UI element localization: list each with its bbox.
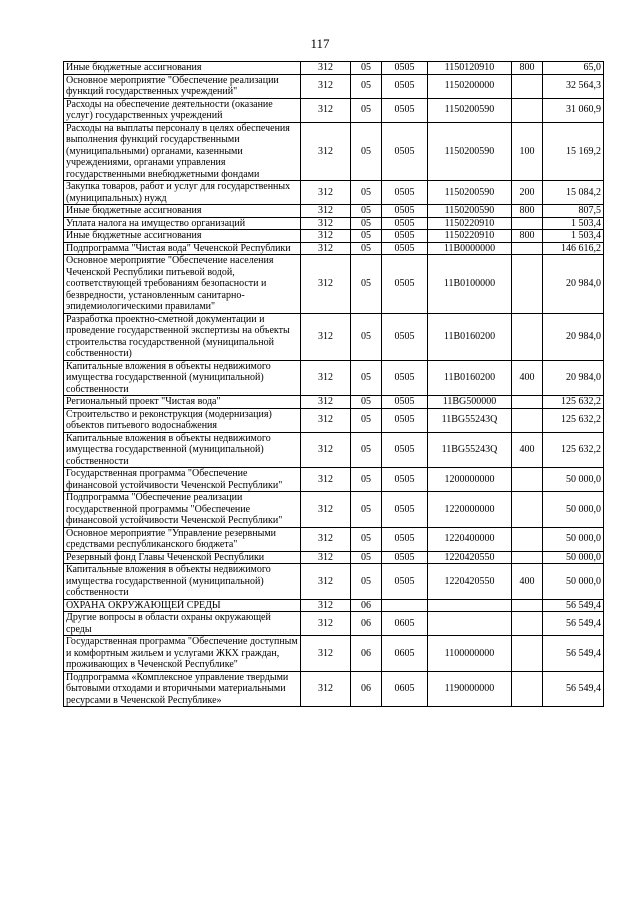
section-code-cell: 05: [351, 122, 382, 181]
expense-type-cell: 400: [512, 360, 543, 396]
target-article-cell: 11В0100000: [428, 255, 512, 314]
item-name-cell: Разработка проектно-сметной документации и проведение государственной экспертизы на объекты строительства государственной (муниципальной собственности): [64, 313, 301, 360]
amount-cell: 50 000,0: [543, 468, 604, 492]
subsection-code-cell: 0505: [382, 551, 428, 564]
ministry-code-cell: 312: [301, 242, 351, 255]
expense-type-cell: [512, 255, 543, 314]
subsection-code-cell: 0505: [382, 468, 428, 492]
item-name-cell: Строительство и реконструкция (модернизация) объектов питьевого водоснабжения: [64, 408, 301, 432]
item-name-cell: Основное мероприятие "Обеспечение реализации функций государственных учреждений": [64, 74, 301, 98]
ministry-code-cell: 312: [301, 527, 351, 551]
expense-type-cell: [512, 551, 543, 564]
section-code-cell: 05: [351, 181, 382, 205]
subsection-code-cell: 0505: [382, 360, 428, 396]
target-article-cell: 11В0000000: [428, 242, 512, 255]
section-code-cell: 05: [351, 396, 382, 409]
table-row: [64, 230, 604, 243]
table-row: [64, 98, 604, 122]
ministry-code-cell: 312: [301, 551, 351, 564]
table-row: [64, 122, 604, 181]
amount-cell: 65,0: [543, 62, 604, 75]
expense-type-cell: 400: [512, 564, 543, 600]
amount-cell: 20 984,0: [543, 313, 604, 360]
target-article-cell: 1150200590: [428, 205, 512, 218]
section-code-cell: 06: [351, 671, 382, 707]
table-row: [64, 599, 604, 612]
expense-type-cell: [512, 408, 543, 432]
item-name-cell: Основное мероприятие "Управление резервными средствами республиканского бюджета": [64, 527, 301, 551]
expense-type-cell: [512, 217, 543, 230]
table-row: [64, 181, 604, 205]
ministry-code-cell: 312: [301, 612, 351, 636]
expense-type-cell: 800: [512, 62, 543, 75]
section-code-cell: 05: [351, 242, 382, 255]
item-name-cell: Капитальные вложения в объекты недвижимого имущества государственной (муниципальной) собственности: [64, 360, 301, 396]
section-code-cell: 05: [351, 564, 382, 600]
target-article-cell: 1150200590: [428, 98, 512, 122]
subsection-code-cell: 0505: [382, 313, 428, 360]
expense-type-cell: [512, 74, 543, 98]
expense-type-cell: [512, 242, 543, 255]
table-row: [64, 205, 604, 218]
section-code-cell: 05: [351, 205, 382, 218]
item-name-cell: Региональный проект "Чистая вода": [64, 396, 301, 409]
expense-type-cell: [512, 671, 543, 707]
target-article-cell: 1150120910: [428, 62, 512, 75]
subsection-code-cell: 0505: [382, 74, 428, 98]
ministry-code-cell: 312: [301, 468, 351, 492]
item-name-cell: Основное мероприятие "Обеспечение населения Чеченской Республики питьевой водой, соответствующей требованиям безопасности и безвредности, установленным санитарно-эпидемиологическими правилами": [64, 255, 301, 314]
subsection-code-cell: 0505: [382, 492, 428, 528]
amount-cell: 20 984,0: [543, 360, 604, 396]
table-row: [64, 255, 604, 314]
item-name-cell: Капитальные вложения в объекты недвижимого имущества государственной (муниципальной) собственности: [64, 432, 301, 468]
section-code-cell: 05: [351, 551, 382, 564]
amount-cell: 50 000,0: [543, 564, 604, 600]
table-row: [64, 360, 604, 396]
target-article-cell: 11ВG55243Q: [428, 408, 512, 432]
ministry-code-cell: 312: [301, 360, 351, 396]
target-article-cell: 1220400000: [428, 527, 512, 551]
section-code-cell: 05: [351, 62, 382, 75]
expense-type-cell: 400: [512, 432, 543, 468]
ministry-code-cell: 312: [301, 255, 351, 314]
table-row: [64, 636, 604, 672]
section-code-cell: 05: [351, 432, 382, 468]
amount-cell: 56 549,4: [543, 612, 604, 636]
subsection-code-cell: 0505: [382, 527, 428, 551]
item-name-cell: Подпрограмма «Комплексное управление твердыми бытовыми отходами и вторичными материальными ресурсами в Чеченской Республике»: [64, 671, 301, 707]
table-row: [64, 62, 604, 75]
target-article-cell: 1220420550: [428, 551, 512, 564]
section-code-cell: 05: [351, 408, 382, 432]
subsection-code-cell: 0505: [382, 564, 428, 600]
item-name-cell: Государственная программа "Обеспечение финансовой устойчивости Чеченской Республики": [64, 468, 301, 492]
expense-type-cell: 200: [512, 181, 543, 205]
target-article-cell: 11ВG500000: [428, 396, 512, 409]
item-name-cell: Уплата налога на имущество организаций: [64, 217, 301, 230]
ministry-code-cell: 312: [301, 671, 351, 707]
table-row: [64, 551, 604, 564]
ministry-code-cell: 312: [301, 205, 351, 218]
ministry-code-cell: 312: [301, 230, 351, 243]
target-article-cell: [428, 599, 512, 612]
table-row: [64, 242, 604, 255]
amount-cell: 125 632,2: [543, 396, 604, 409]
ministry-code-cell: 312: [301, 492, 351, 528]
item-name-cell: Капитальные вложения в объекты недвижимого имущества государственной (муниципальной) собственности: [64, 564, 301, 600]
ministry-code-cell: 312: [301, 599, 351, 612]
item-name-cell: Иные бюджетные ассигнования: [64, 230, 301, 243]
table-body: [64, 62, 604, 707]
section-code-cell: 05: [351, 217, 382, 230]
target-article-cell: 1200000000: [428, 468, 512, 492]
subsection-code-cell: 0605: [382, 636, 428, 672]
table-row: [64, 612, 604, 636]
table-row: [64, 408, 604, 432]
expense-type-cell: [512, 396, 543, 409]
expense-type-cell: [512, 313, 543, 360]
table-row: [64, 396, 604, 409]
ministry-code-cell: 312: [301, 636, 351, 672]
target-article-cell: 1150220910: [428, 217, 512, 230]
subsection-code-cell: 0505: [382, 432, 428, 468]
table-row: [64, 468, 604, 492]
table-row: [64, 671, 604, 707]
target-article-cell: 1100000000: [428, 636, 512, 672]
expense-type-cell: [512, 98, 543, 122]
amount-cell: 1 503,4: [543, 217, 604, 230]
expense-type-cell: 800: [512, 230, 543, 243]
target-article-cell: 1150200590: [428, 122, 512, 181]
subsection-code-cell: 0605: [382, 671, 428, 707]
expense-type-cell: 800: [512, 205, 543, 218]
ministry-code-cell: 312: [301, 181, 351, 205]
amount-cell: 50 000,0: [543, 551, 604, 564]
section-code-cell: 05: [351, 313, 382, 360]
table-row: [64, 564, 604, 600]
item-name-cell: Расходы на обеспечение деятельности (оказание услуг) государственных учреждений: [64, 98, 301, 122]
target-article-cell: 11В0160200: [428, 360, 512, 396]
item-name-cell: Иные бюджетные ассигнования: [64, 62, 301, 75]
subsection-code-cell: 0505: [382, 122, 428, 181]
section-code-cell: 05: [351, 360, 382, 396]
ministry-code-cell: 312: [301, 396, 351, 409]
subsection-code-cell: 0505: [382, 217, 428, 230]
item-name-cell: Закупка товаров, работ и услуг для государственных (муниципальных) нужд: [64, 181, 301, 205]
subsection-code-cell: 0505: [382, 230, 428, 243]
section-code-cell: 05: [351, 527, 382, 551]
section-code-cell: 06: [351, 636, 382, 672]
item-name-cell: Подпрограмма "Чистая вода" Чеченской Республики: [64, 242, 301, 255]
amount-cell: 50 000,0: [543, 492, 604, 528]
item-name-cell: ОХРАНА ОКРУЖАЮЩЕЙ СРЕДЫ: [64, 599, 301, 612]
expense-type-cell: [512, 527, 543, 551]
amount-cell: 56 549,4: [543, 599, 604, 612]
expense-type-cell: [512, 492, 543, 528]
ministry-code-cell: 312: [301, 432, 351, 468]
amount-cell: 125 632,2: [543, 432, 604, 468]
table-row: [64, 217, 604, 230]
section-code-cell: 05: [351, 255, 382, 314]
item-name-cell: Иные бюджетные ассигнования: [64, 205, 301, 218]
amount-cell: 56 549,4: [543, 671, 604, 707]
expense-type-cell: [512, 612, 543, 636]
section-code-cell: 06: [351, 612, 382, 636]
subsection-code-cell: [382, 599, 428, 612]
subsection-code-cell: 0505: [382, 181, 428, 205]
section-code-cell: 06: [351, 599, 382, 612]
ministry-code-cell: 312: [301, 74, 351, 98]
target-article-cell: 1150220910: [428, 230, 512, 243]
subsection-code-cell: 0505: [382, 255, 428, 314]
expense-type-cell: [512, 636, 543, 672]
expense-type-cell: [512, 599, 543, 612]
amount-cell: 20 984,0: [543, 255, 604, 314]
expense-type-cell: [512, 468, 543, 492]
table-row: [64, 432, 604, 468]
amount-cell: 15 084,2: [543, 181, 604, 205]
target-article-cell: 11В0160200: [428, 313, 512, 360]
amount-cell: 50 000,0: [543, 527, 604, 551]
item-name-cell: Расходы на выплаты персоналу в целях обеспечения выполнения функций государственными (муниципальными) органами, казенными учреждениями, органами управления государственными внебюджетными фондами: [64, 122, 301, 181]
section-code-cell: 05: [351, 74, 382, 98]
table-row: [64, 492, 604, 528]
target-article-cell: 1190000000: [428, 671, 512, 707]
amount-cell: 32 564,3: [543, 74, 604, 98]
subsection-code-cell: 0505: [382, 98, 428, 122]
target-article-cell: 1220420550: [428, 564, 512, 600]
section-code-cell: 05: [351, 230, 382, 243]
ministry-code-cell: 312: [301, 313, 351, 360]
page-number: 117: [310, 36, 330, 51]
ministry-code-cell: 312: [301, 62, 351, 75]
subsection-code-cell: 0605: [382, 612, 428, 636]
section-code-cell: 05: [351, 468, 382, 492]
target-article-cell: 11ВG55243Q: [428, 432, 512, 468]
target-article-cell: [428, 612, 512, 636]
ministry-code-cell: 312: [301, 98, 351, 122]
subsection-code-cell: 0505: [382, 242, 428, 255]
section-code-cell: 05: [351, 98, 382, 122]
subsection-code-cell: 0505: [382, 62, 428, 75]
table-row: [64, 527, 604, 551]
item-name-cell: Подпрограмма "Обеспечение реализации государственной программы "Обеспечение финансовой устойчивости Чеченской Республики": [64, 492, 301, 528]
amount-cell: 56 549,4: [543, 636, 604, 672]
item-name-cell: Резервный фонд Главы Чеченской Республики: [64, 551, 301, 564]
item-name-cell: Другие вопросы в области охраны окружающей среды: [64, 612, 301, 636]
ministry-code-cell: 312: [301, 408, 351, 432]
amount-cell: 146 616,2: [543, 242, 604, 255]
subsection-code-cell: 0505: [382, 205, 428, 218]
budget-table: [63, 61, 604, 707]
subsection-code-cell: 0505: [382, 408, 428, 432]
amount-cell: 807,5: [543, 205, 604, 218]
amount-cell: 15 169,2: [543, 122, 604, 181]
table-row: [64, 313, 604, 360]
subsection-code-cell: 0505: [382, 396, 428, 409]
amount-cell: 125 632,2: [543, 408, 604, 432]
target-article-cell: 1150200590: [428, 181, 512, 205]
amount-cell: 31 060,9: [543, 98, 604, 122]
target-article-cell: 1220000000: [428, 492, 512, 528]
amount-cell: 1 503,4: [543, 230, 604, 243]
item-name-cell: Государственная программа "Обеспечение доступным и комфортным жильем и услугами ЖКХ граждан, проживающих в Чеченской Республике": [64, 636, 301, 672]
ministry-code-cell: 312: [301, 122, 351, 181]
ministry-code-cell: 312: [301, 564, 351, 600]
expense-type-cell: 100: [512, 122, 543, 181]
target-article-cell: 1150200000: [428, 74, 512, 98]
table-row: [64, 74, 604, 98]
ministry-code-cell: 312: [301, 217, 351, 230]
section-code-cell: 05: [351, 492, 382, 528]
